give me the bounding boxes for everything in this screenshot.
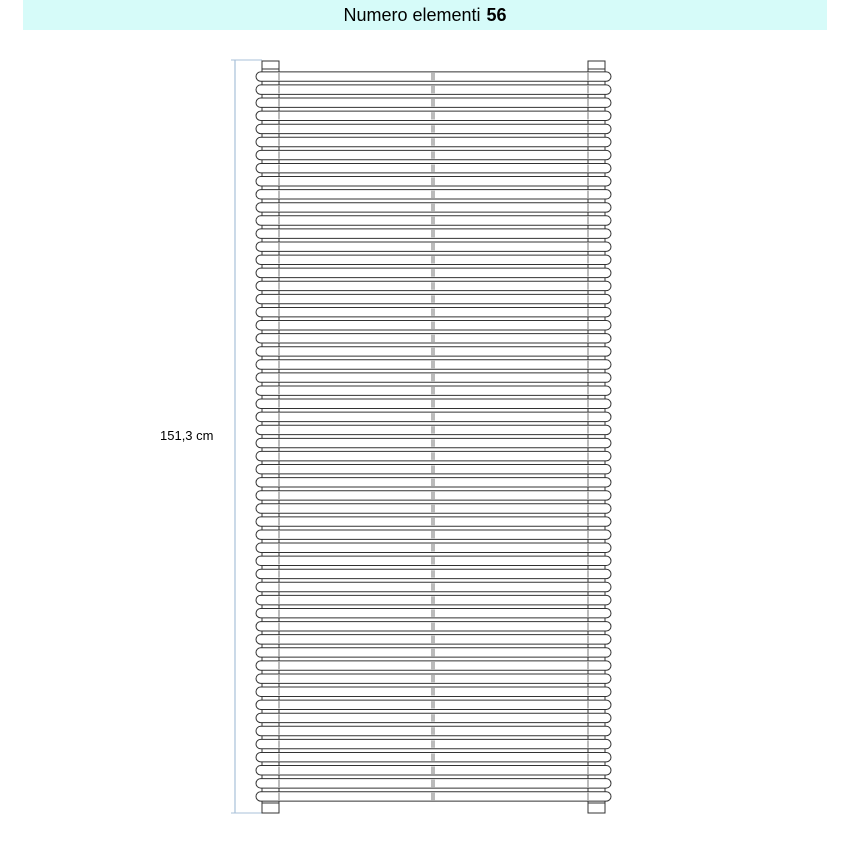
radiator-tube <box>256 137 611 146</box>
radiator-tube <box>256 517 611 526</box>
radiator-tube <box>256 543 611 552</box>
radiator-tube <box>256 700 611 709</box>
radiator-tube <box>256 163 611 172</box>
radiator-tube <box>256 504 611 513</box>
radiator-tube <box>256 268 611 277</box>
radiator-tube <box>256 648 611 657</box>
radiator-tube <box>256 281 611 290</box>
radiator-tube <box>256 373 611 382</box>
radiator-tube <box>256 622 611 631</box>
element-count: 56 <box>486 4 507 25</box>
radiator-tube <box>256 255 611 264</box>
radiator-tube <box>256 399 611 408</box>
radiator-tube <box>256 85 611 94</box>
radiator-tube <box>256 72 611 81</box>
radiator-tube <box>256 556 611 565</box>
radiator-tube <box>256 635 611 644</box>
radiator-tube <box>256 425 611 434</box>
radiator-tube <box>256 726 611 735</box>
radiator-tube <box>256 203 611 212</box>
radiator-tube <box>256 190 611 199</box>
radiator-tube <box>256 111 611 120</box>
title-label: Numero elementi <box>343 4 481 25</box>
radiator-tube <box>256 412 611 421</box>
radiator-tube <box>256 491 611 500</box>
radiator-tube <box>256 229 611 238</box>
radiator-tube <box>256 674 611 683</box>
radiator-tube <box>256 530 611 539</box>
radiator-tube <box>256 360 611 369</box>
radiator-tube <box>256 661 611 670</box>
radiator-tube <box>256 150 611 159</box>
radiator-tube <box>256 595 611 604</box>
radiator-tube <box>256 713 611 722</box>
radiator-tube <box>256 177 611 186</box>
radiator-tube <box>256 386 611 395</box>
radiator-tube <box>256 334 611 343</box>
radiator-tube <box>256 608 611 617</box>
radiator-tube <box>256 321 611 330</box>
radiator-tube <box>256 779 611 788</box>
radiator-tube <box>256 739 611 748</box>
radiator-tubes <box>256 72 611 801</box>
radiator-tube <box>256 687 611 696</box>
radiator-tube <box>256 242 611 251</box>
radiator-tube <box>256 478 611 487</box>
radiator-tube <box>256 582 611 591</box>
radiator-tube <box>256 294 611 303</box>
radiator-tube <box>256 307 611 316</box>
radiator-tube <box>256 347 611 356</box>
radiator-tube <box>256 98 611 107</box>
radiator-tube <box>256 766 611 775</box>
radiator-tube <box>256 465 611 474</box>
radiator-tube <box>256 216 611 225</box>
radiator-tube <box>256 438 611 447</box>
height-dimension <box>231 60 262 813</box>
height-label: 151,3 cm <box>160 428 214 443</box>
radiator-tube <box>256 569 611 578</box>
radiator-tube <box>256 792 611 801</box>
radiator-tube <box>256 752 611 761</box>
radiator-tube <box>256 451 611 460</box>
radiator-tube <box>256 124 611 133</box>
